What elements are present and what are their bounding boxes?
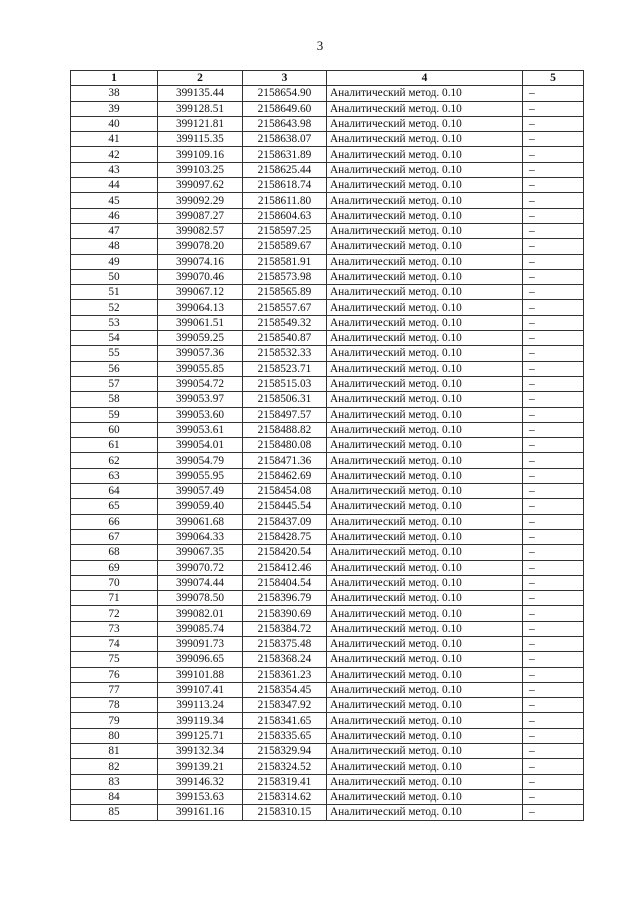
x-coordinate-cell: 399070.72 xyxy=(158,560,243,575)
x-coordinate-cell: 399054.01 xyxy=(158,438,243,453)
description-cell: – xyxy=(523,667,584,682)
x-coordinate-cell: 399064.33 xyxy=(158,529,243,544)
description-cell: – xyxy=(523,560,584,575)
method-cell: Аналитический метод. 0.10 xyxy=(327,453,523,468)
y-coordinate-cell: 2158480.08 xyxy=(243,438,327,453)
point-number-cell: 70 xyxy=(71,575,158,590)
table-row xyxy=(71,514,584,529)
y-coordinate-cell: 2158310.15 xyxy=(243,805,327,820)
description-cell: – xyxy=(523,86,584,101)
x-coordinate-cell: 399125.71 xyxy=(158,728,243,743)
table-row xyxy=(71,361,584,376)
point-number-cell: 40 xyxy=(71,116,158,131)
table-row xyxy=(71,392,584,407)
method-cell: Аналитический метод. 0.10 xyxy=(327,407,523,422)
y-coordinate-cell: 2158375.48 xyxy=(243,636,327,651)
table-row xyxy=(71,438,584,453)
method-cell: Аналитический метод. 0.10 xyxy=(327,116,523,131)
table-row xyxy=(71,591,584,606)
x-coordinate-cell: 399061.68 xyxy=(158,514,243,529)
method-cell: Аналитический метод. 0.10 xyxy=(327,744,523,759)
method-cell: Аналитический метод. 0.10 xyxy=(327,606,523,621)
x-coordinate-cell: 399101.88 xyxy=(158,667,243,682)
description-cell: – xyxy=(523,713,584,728)
y-coordinate-cell: 2158643.98 xyxy=(243,116,327,131)
y-coordinate-cell: 2158437.09 xyxy=(243,514,327,529)
x-coordinate-cell: 399067.35 xyxy=(158,545,243,560)
x-coordinate-cell: 399096.65 xyxy=(158,652,243,667)
table-row xyxy=(71,101,584,116)
y-coordinate-cell: 2158361.23 xyxy=(243,667,327,682)
x-coordinate-cell: 399054.79 xyxy=(158,453,243,468)
point-number-cell: 45 xyxy=(71,193,158,208)
point-number-cell: 42 xyxy=(71,147,158,162)
y-coordinate-cell: 2158654.90 xyxy=(243,86,327,101)
description-cell: – xyxy=(523,346,584,361)
method-cell: Аналитический метод. 0.10 xyxy=(327,269,523,284)
method-cell: Аналитический метод. 0.10 xyxy=(327,529,523,544)
y-coordinate-cell: 2158611.80 xyxy=(243,193,327,208)
point-number-cell: 65 xyxy=(71,499,158,514)
y-coordinate-cell: 2158396.79 xyxy=(243,591,327,606)
x-coordinate-cell: 399067.12 xyxy=(158,285,243,300)
x-coordinate-cell: 399054.72 xyxy=(158,376,243,391)
table-row xyxy=(71,759,584,774)
point-number-cell: 74 xyxy=(71,636,158,651)
description-cell: – xyxy=(523,178,584,193)
coordinates-table xyxy=(70,70,584,821)
description-cell: – xyxy=(523,239,584,254)
method-cell: Аналитический метод. 0.10 xyxy=(327,101,523,116)
method-cell: Аналитический метод. 0.10 xyxy=(327,805,523,820)
x-coordinate-cell: 399074.44 xyxy=(158,575,243,590)
method-cell: Аналитический метод. 0.10 xyxy=(327,178,523,193)
y-coordinate-cell: 2158631.89 xyxy=(243,147,327,162)
y-coordinate-cell: 2158565.89 xyxy=(243,285,327,300)
table-row xyxy=(71,376,584,391)
x-coordinate-cell: 399064.13 xyxy=(158,300,243,315)
method-cell: Аналитический метод. 0.10 xyxy=(327,789,523,804)
table-row xyxy=(71,315,584,330)
y-coordinate-cell: 2158347.92 xyxy=(243,698,327,713)
x-coordinate-cell: 399059.40 xyxy=(158,499,243,514)
table-row xyxy=(71,698,584,713)
description-cell: – xyxy=(523,361,584,376)
point-number-cell: 72 xyxy=(71,606,158,621)
method-cell: Аналитический метод. 0.10 xyxy=(327,728,523,743)
point-number-cell: 64 xyxy=(71,484,158,499)
point-number-cell: 83 xyxy=(71,774,158,789)
method-cell: Аналитический метод. 0.10 xyxy=(327,468,523,483)
y-coordinate-cell: 2158404.54 xyxy=(243,575,327,590)
x-coordinate-cell: 399057.36 xyxy=(158,346,243,361)
description-cell: – xyxy=(523,591,584,606)
y-coordinate-cell: 2158506.31 xyxy=(243,392,327,407)
table-row xyxy=(71,254,584,269)
description-cell: – xyxy=(523,101,584,116)
method-cell: Аналитический метод. 0.10 xyxy=(327,652,523,667)
point-number-cell: 66 xyxy=(71,514,158,529)
y-coordinate-cell: 2158549.32 xyxy=(243,315,327,330)
table-row xyxy=(71,484,584,499)
x-coordinate-cell: 399053.97 xyxy=(158,392,243,407)
description-cell: – xyxy=(523,422,584,437)
y-coordinate-cell: 2158368.24 xyxy=(243,652,327,667)
table-row xyxy=(71,774,584,789)
x-coordinate-cell: 399113.24 xyxy=(158,698,243,713)
x-coordinate-cell: 399109.16 xyxy=(158,147,243,162)
x-coordinate-cell: 399128.51 xyxy=(158,101,243,116)
method-cell: Аналитический метод. 0.10 xyxy=(327,422,523,437)
table-row xyxy=(71,545,584,560)
y-coordinate-cell: 2158319.41 xyxy=(243,774,327,789)
column-header-1: 1 xyxy=(71,71,158,86)
table-row xyxy=(71,239,584,254)
point-number-cell: 56 xyxy=(71,361,158,376)
method-cell: Аналитический метод. 0.10 xyxy=(327,667,523,682)
point-number-cell: 53 xyxy=(71,315,158,330)
method-cell: Аналитический метод. 0.10 xyxy=(327,484,523,499)
y-coordinate-cell: 2158335.65 xyxy=(243,728,327,743)
y-coordinate-cell: 2158445.54 xyxy=(243,499,327,514)
method-cell: Аналитический метод. 0.10 xyxy=(327,713,523,728)
table-row xyxy=(71,560,584,575)
x-coordinate-cell: 399053.60 xyxy=(158,407,243,422)
point-number-cell: 51 xyxy=(71,285,158,300)
point-number-cell: 84 xyxy=(71,789,158,804)
description-cell: – xyxy=(523,407,584,422)
y-coordinate-cell: 2158604.63 xyxy=(243,208,327,223)
x-coordinate-cell: 399087.27 xyxy=(158,208,243,223)
table-row xyxy=(71,682,584,697)
point-number-cell: 73 xyxy=(71,621,158,636)
table-row xyxy=(71,499,584,514)
table-row xyxy=(71,636,584,651)
y-coordinate-cell: 2158384.72 xyxy=(243,621,327,636)
point-number-cell: 80 xyxy=(71,728,158,743)
x-coordinate-cell: 399119.34 xyxy=(158,713,243,728)
description-cell: – xyxy=(523,621,584,636)
table-row xyxy=(71,223,584,238)
table-row xyxy=(71,116,584,131)
table-row xyxy=(71,147,584,162)
y-coordinate-cell: 2158589.67 xyxy=(243,239,327,254)
table-row xyxy=(71,422,584,437)
method-cell: Аналитический метод. 0.10 xyxy=(327,86,523,101)
description-cell: – xyxy=(523,484,584,499)
point-number-cell: 67 xyxy=(71,529,158,544)
x-coordinate-cell: 399061.51 xyxy=(158,315,243,330)
column-header-5: 5 xyxy=(523,71,584,86)
column-header-4: 4 xyxy=(327,71,523,86)
description-cell: – xyxy=(523,132,584,147)
table-body xyxy=(71,86,584,820)
description-cell: – xyxy=(523,116,584,131)
y-coordinate-cell: 2158625.44 xyxy=(243,162,327,177)
y-coordinate-cell: 2158649.60 xyxy=(243,101,327,116)
description-cell: – xyxy=(523,499,584,514)
y-coordinate-cell: 2158471.36 xyxy=(243,453,327,468)
table-row xyxy=(71,208,584,223)
y-coordinate-cell: 2158523.71 xyxy=(243,361,327,376)
x-coordinate-cell: 399078.50 xyxy=(158,591,243,606)
x-coordinate-cell: 399085.74 xyxy=(158,621,243,636)
page-number: 3 xyxy=(316,38,324,53)
table-row xyxy=(71,300,584,315)
method-cell: Аналитический метод. 0.10 xyxy=(327,560,523,575)
point-number-cell: 52 xyxy=(71,300,158,315)
table-row xyxy=(71,744,584,759)
x-coordinate-cell: 399091.73 xyxy=(158,636,243,651)
point-number-cell: 61 xyxy=(71,438,158,453)
description-cell: – xyxy=(523,529,584,544)
y-coordinate-cell: 2158354.45 xyxy=(243,682,327,697)
table-row xyxy=(71,86,584,101)
point-number-cell: 77 xyxy=(71,682,158,697)
table-row xyxy=(71,193,584,208)
method-cell: Аналитический метод. 0.10 xyxy=(327,208,523,223)
point-number-cell: 55 xyxy=(71,346,158,361)
y-coordinate-cell: 2158341.65 xyxy=(243,713,327,728)
y-coordinate-cell: 2158557.67 xyxy=(243,300,327,315)
y-coordinate-cell: 2158390.69 xyxy=(243,606,327,621)
table-row xyxy=(71,789,584,804)
table-row xyxy=(71,453,584,468)
table-row xyxy=(71,178,584,193)
method-cell: Аналитический метод. 0.10 xyxy=(327,346,523,361)
method-cell: Аналитический метод. 0.10 xyxy=(327,132,523,147)
point-number-cell: 82 xyxy=(71,759,158,774)
table-row xyxy=(71,529,584,544)
method-cell: Аналитический метод. 0.10 xyxy=(327,774,523,789)
point-number-cell: 59 xyxy=(71,407,158,422)
y-coordinate-cell: 2158497.57 xyxy=(243,407,327,422)
description-cell: – xyxy=(523,606,584,621)
x-coordinate-cell: 399055.95 xyxy=(158,468,243,483)
point-number-cell: 43 xyxy=(71,162,158,177)
description-cell: – xyxy=(523,331,584,346)
method-cell: Аналитический метод. 0.10 xyxy=(327,682,523,697)
point-number-cell: 63 xyxy=(71,468,158,483)
description-cell: – xyxy=(523,300,584,315)
method-cell: Аналитический метод. 0.10 xyxy=(327,759,523,774)
x-coordinate-cell: 399074.16 xyxy=(158,254,243,269)
x-coordinate-cell: 399146.32 xyxy=(158,774,243,789)
method-cell: Аналитический метод. 0.10 xyxy=(327,223,523,238)
description-cell: – xyxy=(523,698,584,713)
method-cell: Аналитический метод. 0.10 xyxy=(327,545,523,560)
method-cell: Аналитический метод. 0.10 xyxy=(327,147,523,162)
point-number-cell: 50 xyxy=(71,269,158,284)
x-coordinate-cell: 399103.25 xyxy=(158,162,243,177)
point-number-cell: 76 xyxy=(71,667,158,682)
table-row xyxy=(71,468,584,483)
method-cell: Аналитический метод. 0.10 xyxy=(327,254,523,269)
x-coordinate-cell: 399139.21 xyxy=(158,759,243,774)
point-number-cell: 38 xyxy=(71,86,158,101)
point-number-cell: 81 xyxy=(71,744,158,759)
x-coordinate-cell: 399153.63 xyxy=(158,789,243,804)
point-number-cell: 54 xyxy=(71,331,158,346)
point-number-cell: 47 xyxy=(71,223,158,238)
x-coordinate-cell: 399055.85 xyxy=(158,361,243,376)
point-number-cell: 57 xyxy=(71,376,158,391)
point-number-cell: 58 xyxy=(71,392,158,407)
description-cell: – xyxy=(523,728,584,743)
x-coordinate-cell: 399115.35 xyxy=(158,132,243,147)
description-cell: – xyxy=(523,223,584,238)
x-coordinate-cell: 399135.44 xyxy=(158,86,243,101)
method-cell: Аналитический метод. 0.10 xyxy=(327,392,523,407)
description-cell: – xyxy=(523,774,584,789)
y-coordinate-cell: 2158638.07 xyxy=(243,132,327,147)
method-cell: Аналитический метод. 0.10 xyxy=(327,621,523,636)
method-cell: Аналитический метод. 0.10 xyxy=(327,514,523,529)
y-coordinate-cell: 2158581.91 xyxy=(243,254,327,269)
table-row xyxy=(71,346,584,361)
table-row xyxy=(71,132,584,147)
table-row xyxy=(71,269,584,284)
description-cell: – xyxy=(523,575,584,590)
point-number-cell: 46 xyxy=(71,208,158,223)
table-row xyxy=(71,407,584,422)
point-number-cell: 79 xyxy=(71,713,158,728)
y-coordinate-cell: 2158540.87 xyxy=(243,331,327,346)
table-row xyxy=(71,805,584,820)
description-cell: – xyxy=(523,162,584,177)
y-coordinate-cell: 2158597.25 xyxy=(243,223,327,238)
y-coordinate-cell: 2158428.75 xyxy=(243,529,327,544)
description-cell: – xyxy=(523,759,584,774)
y-coordinate-cell: 2158412.46 xyxy=(243,560,327,575)
table-row xyxy=(71,713,584,728)
method-cell: Аналитический метод. 0.10 xyxy=(327,315,523,330)
y-coordinate-cell: 2158618.74 xyxy=(243,178,327,193)
x-coordinate-cell: 399053.61 xyxy=(158,422,243,437)
method-cell: Аналитический метод. 0.10 xyxy=(327,239,523,254)
point-number-cell: 62 xyxy=(71,453,158,468)
description-cell: – xyxy=(523,147,584,162)
x-coordinate-cell: 399092.29 xyxy=(158,193,243,208)
description-cell: – xyxy=(523,682,584,697)
description-cell: – xyxy=(523,744,584,759)
x-coordinate-cell: 399121.81 xyxy=(158,116,243,131)
y-coordinate-cell: 2158515.03 xyxy=(243,376,327,391)
x-coordinate-cell: 399082.57 xyxy=(158,223,243,238)
x-coordinate-cell: 399107.41 xyxy=(158,682,243,697)
description-cell: – xyxy=(523,285,584,300)
point-number-cell: 44 xyxy=(71,178,158,193)
point-number-cell: 41 xyxy=(71,132,158,147)
point-number-cell: 71 xyxy=(71,591,158,606)
method-cell: Аналитический метод. 0.10 xyxy=(327,575,523,590)
description-cell: – xyxy=(523,376,584,391)
table-row xyxy=(71,652,584,667)
x-coordinate-cell: 399132.34 xyxy=(158,744,243,759)
point-number-cell: 68 xyxy=(71,545,158,560)
x-coordinate-cell: 399161.16 xyxy=(158,805,243,820)
table-header-row xyxy=(71,71,584,86)
x-coordinate-cell: 399078.20 xyxy=(158,239,243,254)
table-row xyxy=(71,285,584,300)
table-row xyxy=(71,667,584,682)
x-coordinate-cell: 399057.49 xyxy=(158,484,243,499)
table-row xyxy=(71,606,584,621)
description-cell: – xyxy=(523,468,584,483)
table-row xyxy=(71,162,584,177)
method-cell: Аналитический метод. 0.10 xyxy=(327,162,523,177)
table-row xyxy=(71,575,584,590)
x-coordinate-cell: 399059.25 xyxy=(158,331,243,346)
y-coordinate-cell: 2158324.52 xyxy=(243,759,327,774)
table-row xyxy=(71,728,584,743)
method-cell: Аналитический метод. 0.10 xyxy=(327,499,523,514)
description-cell: – xyxy=(523,545,584,560)
point-number-cell: 75 xyxy=(71,652,158,667)
description-cell: – xyxy=(523,438,584,453)
x-coordinate-cell: 399082.01 xyxy=(158,606,243,621)
x-coordinate-cell: 399097.62 xyxy=(158,178,243,193)
method-cell: Аналитический метод. 0.10 xyxy=(327,193,523,208)
description-cell: – xyxy=(523,269,584,284)
method-cell: Аналитический метод. 0.10 xyxy=(327,438,523,453)
table-row xyxy=(71,621,584,636)
method-cell: Аналитический метод. 0.10 xyxy=(327,591,523,606)
y-coordinate-cell: 2158573.98 xyxy=(243,269,327,284)
y-coordinate-cell: 2158314.62 xyxy=(243,789,327,804)
y-coordinate-cell: 2158462.69 xyxy=(243,468,327,483)
point-number-cell: 39 xyxy=(71,101,158,116)
method-cell: Аналитический метод. 0.10 xyxy=(327,698,523,713)
description-cell: – xyxy=(523,315,584,330)
point-number-cell: 85 xyxy=(71,805,158,820)
method-cell: Аналитический метод. 0.10 xyxy=(327,285,523,300)
y-coordinate-cell: 2158488.82 xyxy=(243,422,327,437)
y-coordinate-cell: 2158454.08 xyxy=(243,484,327,499)
column-header-3: 3 xyxy=(243,71,327,86)
method-cell: Аналитический метод. 0.10 xyxy=(327,361,523,376)
point-number-cell: 48 xyxy=(71,239,158,254)
y-coordinate-cell: 2158329.94 xyxy=(243,744,327,759)
description-cell: – xyxy=(523,254,584,269)
description-cell: – xyxy=(523,514,584,529)
method-cell: Аналитический метод. 0.10 xyxy=(327,331,523,346)
description-cell: – xyxy=(523,392,584,407)
point-number-cell: 78 xyxy=(71,698,158,713)
description-cell: – xyxy=(523,652,584,667)
method-cell: Аналитический метод. 0.10 xyxy=(327,300,523,315)
description-cell: – xyxy=(523,805,584,820)
method-cell: Аналитический метод. 0.10 xyxy=(327,636,523,651)
description-cell: – xyxy=(523,193,584,208)
point-number-cell: 49 xyxy=(71,254,158,269)
y-coordinate-cell: 2158532.33 xyxy=(243,346,327,361)
column-header-2: 2 xyxy=(158,71,243,86)
point-number-cell: 69 xyxy=(71,560,158,575)
point-number-cell: 60 xyxy=(71,422,158,437)
description-cell: – xyxy=(523,453,584,468)
table-row xyxy=(71,331,584,346)
y-coordinate-cell: 2158420.54 xyxy=(243,545,327,560)
description-cell: – xyxy=(523,789,584,804)
method-cell: Аналитический метод. 0.10 xyxy=(327,376,523,391)
x-coordinate-cell: 399070.46 xyxy=(158,269,243,284)
description-cell: – xyxy=(523,208,584,223)
description-cell: – xyxy=(523,636,584,651)
